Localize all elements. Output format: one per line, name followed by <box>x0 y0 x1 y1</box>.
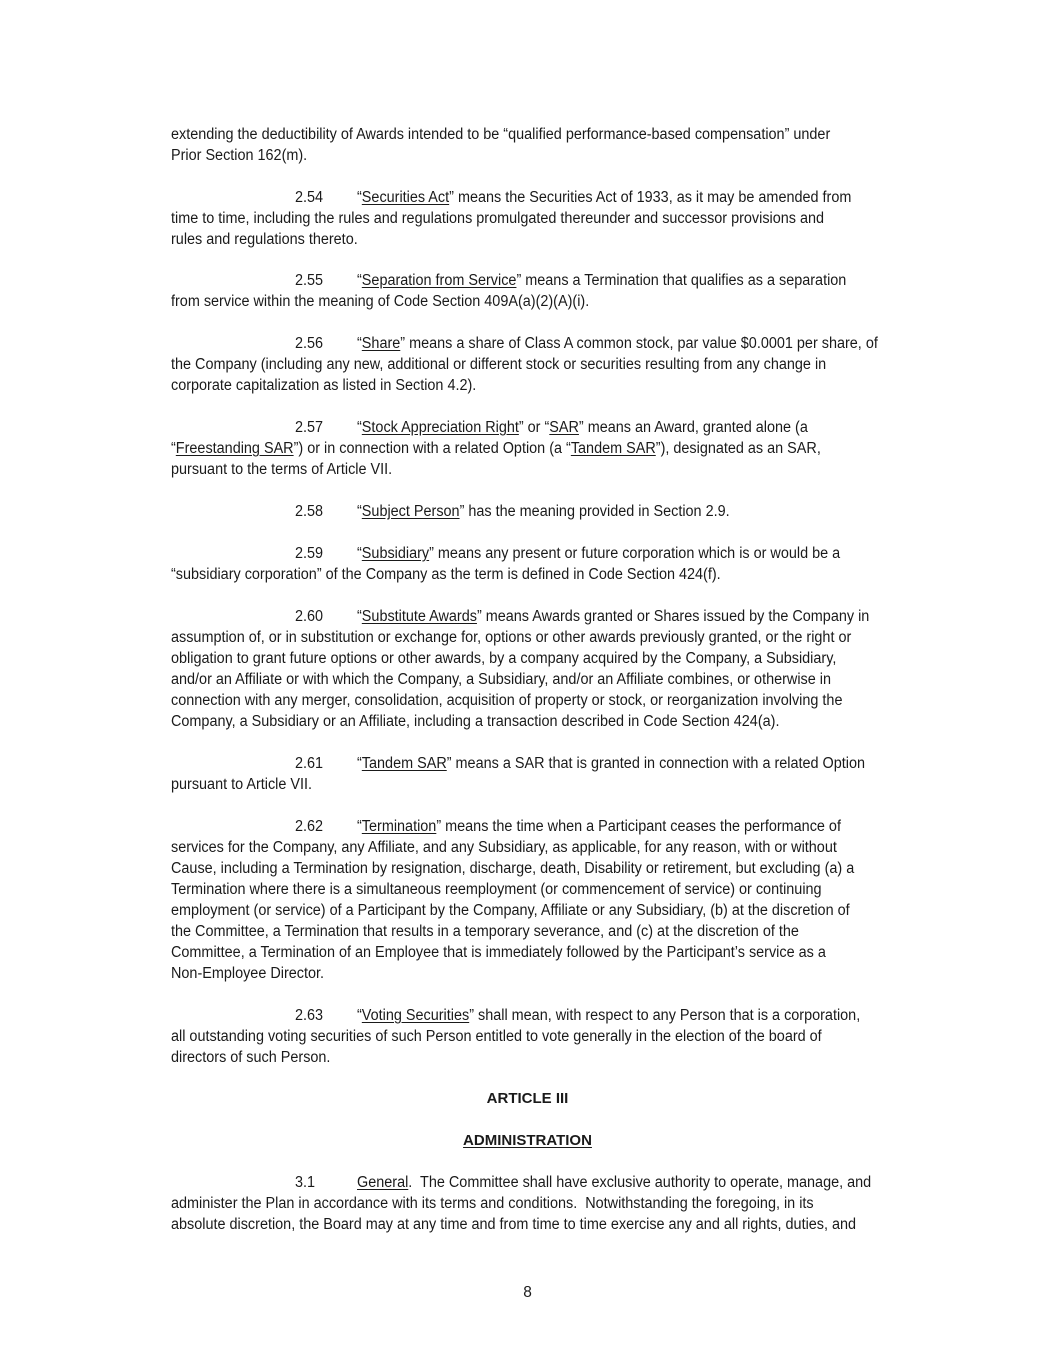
body-text: ” has the meaning provided in Section 2.9. <box>459 503 730 520</box>
body-text-line: employment (or service) of a Participant by the Company, Affiliate or any Subsidiary, (b) at the discretion of <box>171 902 850 919</box>
body-text-line: rules and regulations thereto. <box>171 231 358 248</box>
article-heading: ARTICLE III <box>486 1090 569 1107</box>
section-first-line: “Termination” means the time when a Participant ceases the performance of <box>357 818 841 835</box>
section-number: 2.57 <box>295 419 324 436</box>
page-number: 8 <box>523 1284 532 1301</box>
section-first-line <box>357 1173 871 1193</box>
section-number: 2.56 <box>295 335 324 352</box>
defined-term: Subsidiary <box>361 545 430 562</box>
body-text: ” means a share of Class A common stock, par value $0.0001 per share, of <box>400 335 878 352</box>
body-text-line: Cause, including a Termination by resignation, discharge, death, Disability or retirement, but excluding (a) a <box>171 860 855 877</box>
body-text-line: Committee, a Termination of an Employee that is immediately followed by the Participant’s service as a <box>171 944 826 961</box>
body-text-line: from service within the meaning of Code Section 409A(a)(2)(A)(i). <box>171 293 590 310</box>
body-text: ” means a SAR that is granted in connection with a related Option <box>446 755 866 772</box>
section-number: 3.1 <box>295 1174 316 1191</box>
body-text: . The Committee shall have exclusive authority to operate, manage, and <box>408 1174 872 1191</box>
body-text: ” means the time when a Participant ceases the performance of <box>436 818 841 835</box>
section-first-line: “Subject Person” has the meaning provided in Section 2.9. <box>357 503 730 520</box>
body-text: ” means an Award, granted alone (a <box>578 419 808 436</box>
section-number: 2.61 <box>295 755 324 772</box>
section-first-line: “Substitute Awards” means Awards granted or Shares issued by the Company in <box>357 608 870 625</box>
body-text: ” means any present or future corporation which is or would be a <box>429 545 841 562</box>
body-text-line: obligation to grant future options or other awards, by a company acquired by the Company, a Subsidiary, <box>171 650 837 667</box>
section-number: 2.59 <box>295 545 324 562</box>
body-text-line: connection with any merger, consolidation, acquisition of property or stock, or reorganization involving the <box>171 692 843 709</box>
body-text-line: assumption of, or in substitution or exchange for, options or other awards previously granted, or the right or <box>171 629 852 646</box>
body-text-line: the Company (including any new, additional or different stock or securities resulting from any change in <box>171 356 827 373</box>
section-first-line: “Share” means a share of Class A common stock, par value $0.0001 per share, of <box>357 335 878 352</box>
body-text-line: time to time, including the rules and regulations promulgated thereunder and successor provisions and <box>171 210 825 227</box>
body-text: ”), designated as an SAR, <box>655 440 821 457</box>
defined-term: Substitute Awards <box>361 608 477 625</box>
defined-term: Voting Securities <box>361 1007 470 1024</box>
body-text-line: corporate capitalization as listed in Section 4.2). <box>171 377 477 394</box>
body-text-line: Termination where there is a simultaneous reemployment (or commencement of service) or continuing <box>171 881 822 898</box>
body-text-line: “subsidiary corporation” of the Company as the term is defined in Code Section 424(f). <box>171 566 721 583</box>
body-text-line: directors of such Person. <box>171 1049 331 1066</box>
defined-term: Termination <box>361 818 437 835</box>
body-text-line: Non-Employee Director. <box>171 965 325 982</box>
body-text-line: and/or an Affiliate or with which the Company, a Subsidiary, and/or an Affiliate combines, or otherwise in <box>171 671 831 688</box>
body-text: “ <box>171 440 176 457</box>
body-text-line: pursuant to the terms of Article VII. <box>171 461 393 478</box>
defined-term: SAR <box>549 419 579 436</box>
body-text: ” means a Termination that qualifies as a separation <box>516 272 847 289</box>
defined-term: Share <box>361 335 401 352</box>
body-text: ” means the Securities Act of 1933, as it may be amended from <box>449 189 852 206</box>
section-number: 2.62 <box>295 818 324 835</box>
body-text-line: the Committee, a Termination that results in a temporary severance, and (c) at the discretion of the <box>171 923 799 940</box>
section-first-line: “Stock Appreciation Right” or “SAR” means an Award, granted alone (a <box>357 419 808 436</box>
body-text: ”) or in connection with a related Option (a “ <box>293 440 571 457</box>
section-number: 2.58 <box>295 503 324 520</box>
article-title <box>0 1131 1055 1151</box>
body-text-line <box>171 439 821 460</box>
section-first-line: “Separation from Service” means a Termination that qualifies as a separation <box>357 272 847 289</box>
body-text: ” or “ <box>518 419 550 436</box>
body-text-line: absolute discretion, the Board may at any time and from time to time exercise any and all rights, duties, and <box>171 1216 857 1233</box>
section-first-line: “Tandem SAR” means a SAR that is granted in connection with a related Option <box>357 755 866 772</box>
body-text: ” means Awards granted or Shares issued by the Company in <box>476 608 870 625</box>
section-first-line: “Voting Securities” shall mean, with respect to any Person that is a corporation, <box>357 1007 861 1024</box>
section-number: 2.54 <box>295 189 324 206</box>
section-number: 2.55 <box>295 272 324 289</box>
body-text-line: administer the Plan in accordance with its terms and conditions. Notwithstanding the foregoing, in its <box>171 1195 814 1212</box>
section-heading: General <box>357 1174 409 1191</box>
body-text-line: pursuant to Article VII. <box>171 776 313 793</box>
section-first-line: “Securities Act” means the Securities Act of 1933, as it may be amended from <box>357 189 852 206</box>
defined-term: Separation from Service <box>361 272 517 289</box>
article-title-text: ADMINISTRATION <box>463 1132 592 1149</box>
defined-term: Freestanding SAR <box>175 440 294 457</box>
section-first-line: “Subsidiary” means any present or future corporation which is or would be a <box>357 545 841 562</box>
section-number: 2.63 <box>295 1007 324 1024</box>
defined-term: Stock Appreciation Right <box>361 419 519 436</box>
defined-term: Subject Person <box>361 503 460 520</box>
body-text-line: services for the Company, any Affiliate, and any Subsidiary, as applicable, for any reason, with or without <box>171 839 837 856</box>
section-number: 2.60 <box>295 608 324 625</box>
body-text: ” shall mean, with respect to any Person that is a corporation, <box>469 1007 861 1024</box>
body-text-line: Prior Section 162(m). <box>171 147 308 164</box>
defined-term: Tandem SAR <box>570 440 656 457</box>
body-text-line: Company, a Subsidiary or an Affiliate, including a transaction described in Code Section 424(a). <box>171 713 780 730</box>
body-text-line: extending the deductibility of Awards intended to be “qualified performance-based compensation” under <box>171 126 831 143</box>
defined-term: Tandem SAR <box>361 755 447 772</box>
body-text-line: all outstanding voting securities of such Person entitled to vote generally in the election of the board of <box>171 1028 822 1045</box>
defined-term: Securities Act <box>361 189 450 206</box>
